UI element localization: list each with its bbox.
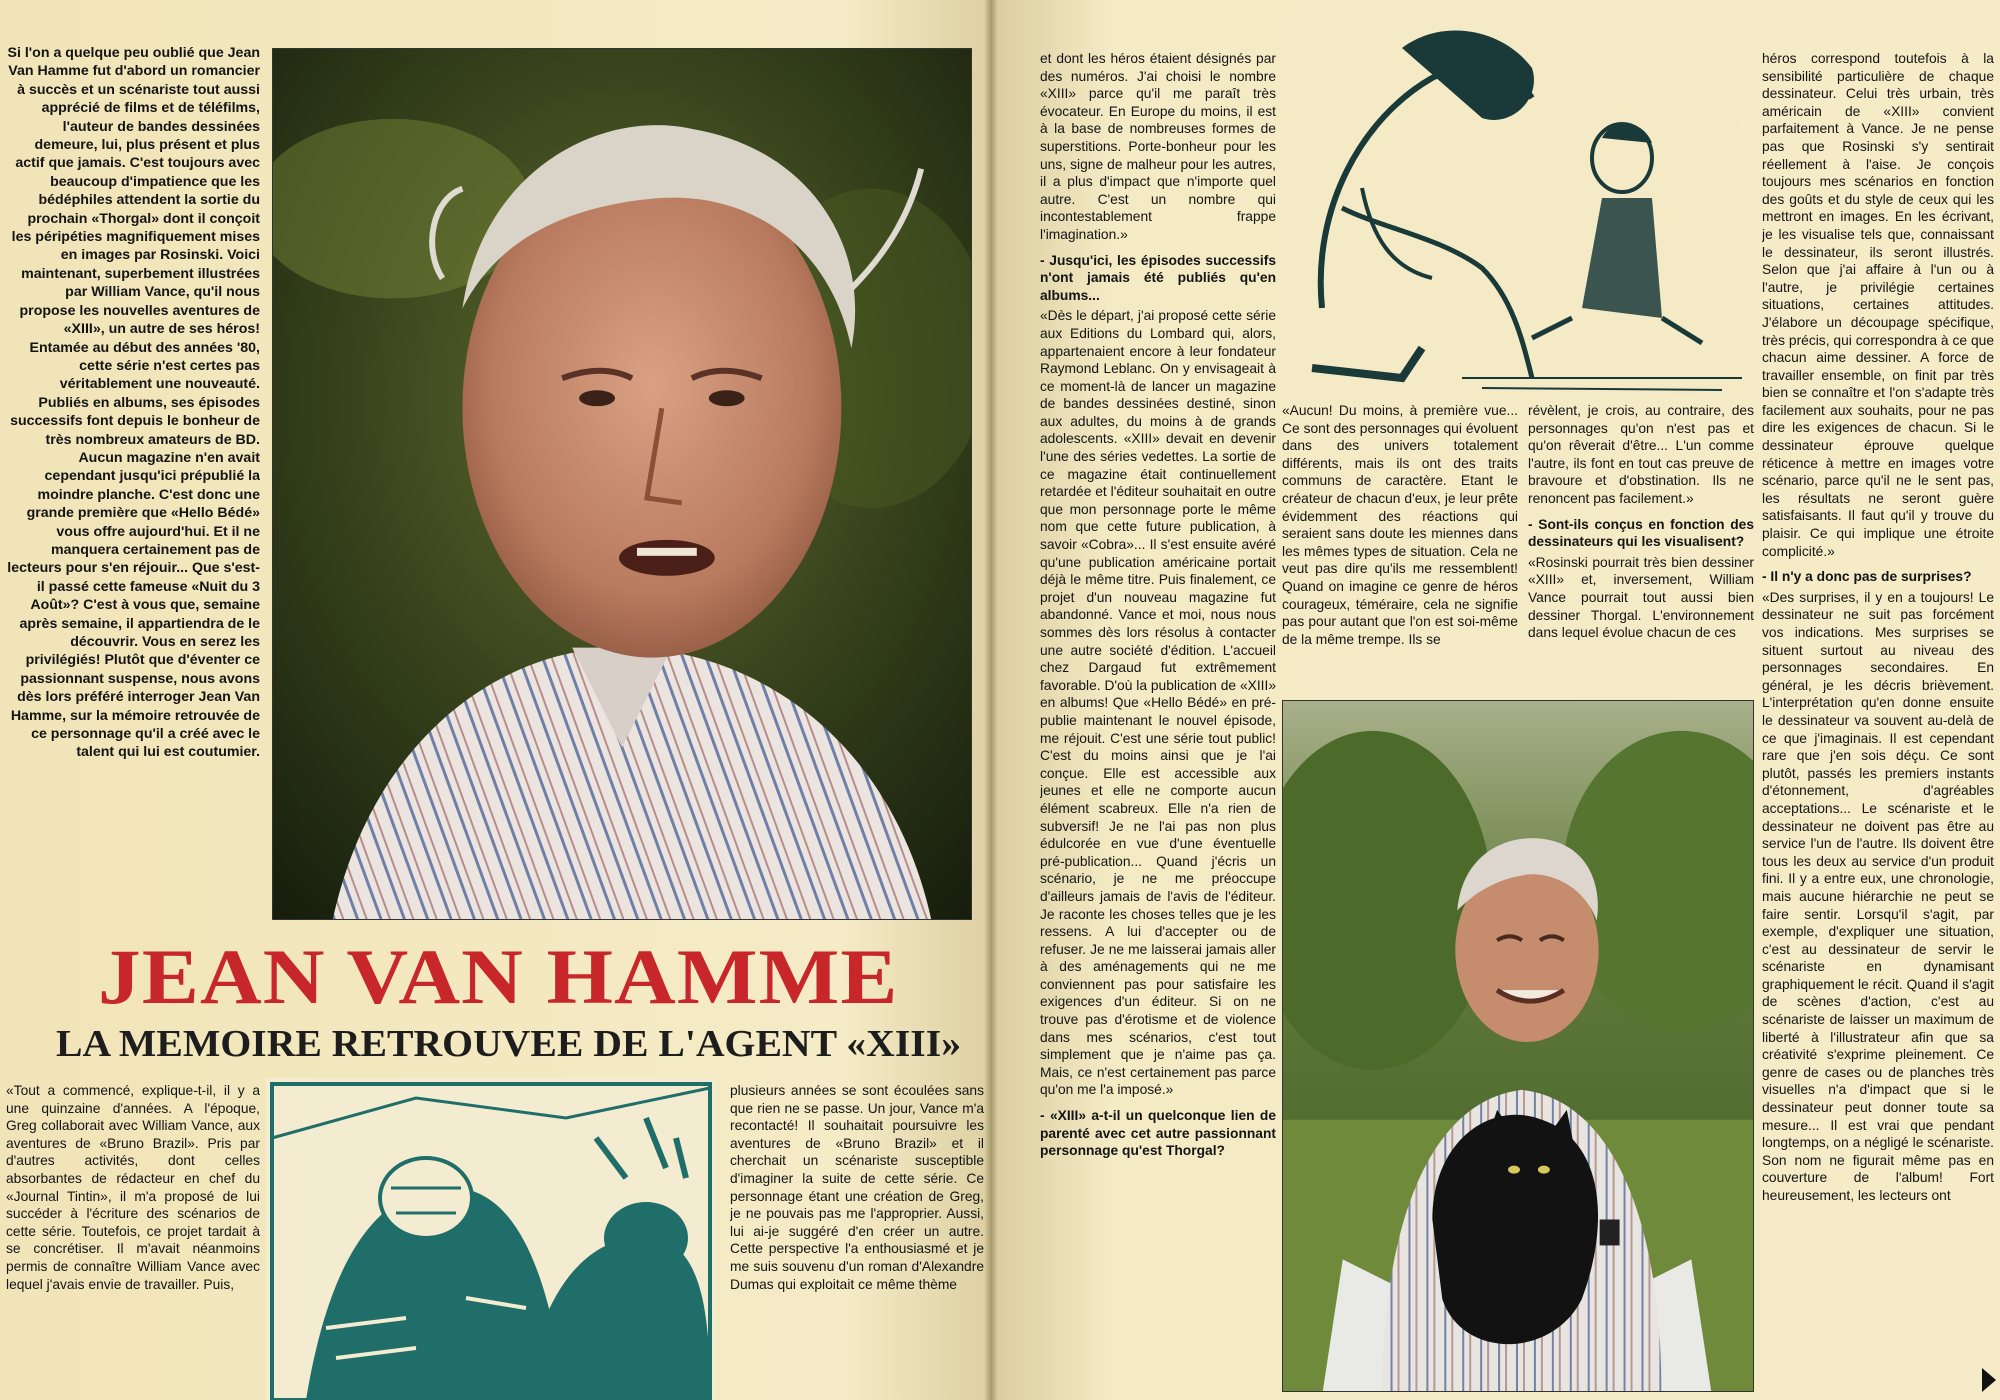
body-paragraph: plusieurs années se sont écoulées sans que rien ne se passe. Un jour, Vance m'a recontacté! Il souhaitait poursuivre les aventures de «Bruno Brazil» et il cherchait un scénariste susceptible d'imaginer la suite de cette série. Ce personnage étant une création de Greg, je ne pouvais pas me l'approprier. Aussi, lui ai-je suggéré d'en créer un autre. Cette perspective l'a enthousiasmé et je me suis souvenu d'un roman d'Alexandre Dumas qui exploitait ce même thème <box>730 1083 984 1292</box>
article-subtitle: LA MEMOIRE RETROUVEE DE L'AGENT «XIII» <box>56 1023 962 1065</box>
interview-question: - Il n'y a donc pas de surprises? <box>1762 569 1972 585</box>
body-paragraph: «Tout a commencé, explique-t-il, il y a une quinzaine d'années. A l'époque, Greg collaborait avec William Vance, aux aventures de «Bruno Brazil». Pris par d'autres activités, dont celles absorbantes de rédacteur en chef du «Journal Tintin», il m'a proposé de lui succéder à l'écriture des scénarios de cette série. Toutefois, ce projet tardait à se concrétiser. Il m'avait néanmoins permis de connaître William Vance avec lequel j'avais envie de travailler. Puis, <box>6 1083 260 1292</box>
right-column-1 <box>1040 50 1276 1390</box>
interview-question: - Sont-ils conçus en fonction des dessinateurs qui les visualisent? <box>1528 516 1754 550</box>
body-paragraph: «Aucun! Du moins, à première vue... Ce sont des personnages qui évoluent dans des univers totalement différents, mais ils ont des traits communs de caractère. Etant le créateur de chacun d'eux, je leur prête évidemment des réactions qui seraient sans doute les miennes dans les mêmes types de situation. Cela ne veut pas dire qu'ils me ressemblent! Quand on imagine ce genre de héros courageux, téméraire, cela ne signifie pas pour autant que l'on est soi-même de la même trempe. Ils se <box>1282 403 1518 647</box>
portrait-photo <box>272 48 972 920</box>
portrait-photo-image <box>273 49 971 919</box>
body-paragraph: révèlent, je crois, au contraire, des personnages qu'on n'est pas et qu'on rêverait d'être... L'un comme l'autre, ils font en tout cas preuve de bravoure et d'obstination. Ils ne renoncent pas facilement.» <box>1528 403 1754 506</box>
interview-question: - «XIII» a-t-il un quelconque lien de parenté avec cet autre passionnant personnage qu'est Thorgal? <box>1040 1108 1276 1159</box>
intro-column <box>6 44 260 926</box>
right-column-2 <box>1282 402 1518 694</box>
body-paragraph: «Dès le départ, j'ai proposé cette série aux Editions du Lombard qui, alors, appartenaient encore à leur fondateur Raymond Leblanc. On y envisageait à ce moment-là de lancer un magazine de bandes dessinées destiné, sinon aux adultes, du moins à de grands adolescents. «XIII» devait en devenir l'une des séries vedettes. La sortie de ce magazine était continuellement retardée et l'éditeur souhaitait en outre que mon personnage porte le même nom que cette future publication, à savoir «Cobra»... Il s'est ensuite avéré qu'une publication américaine portait déjà le même titre. Puis finalement, ce projet d'un nouveau magazine fut abandonné. Vance et moi, nous nous sommes dès lors résolus à contacter une autre société d'édition. L'accueil chez Dargaud fut extrêmement favorable. D'où la publication de «XIII» en albums! Que «Hello Bédé» en pré-publie maintenant le nouvel épisode, me réjouit. C'est une série tout public! C'est du moins ainsi que je l'ai conçue. Elle est accessible aux jeunes et elle ne comporte aucun élément scabreux. Elle n'a rien de subversif! Je ne l'ai pas non plus édulcorée en vue d'une éventuelle pré-publication... Quand j'écris un scénario, je ne me préoccupe d'ailleurs jamais de l'avis de l'éditeur. Je raconte les choses telles que je les ressens. A lui d'accepter ou de refuser. Je ne me laisserai jamais aller à des aménagements qui ne me conviennent pas pour satisfaire les exigences d'un éditeur. Si on ne trouve pas d'érotisme et de violence dans mes scénarios, c'est tout simplement que je n'aime pas ça. Mais, ce n'est certainement pas parce qu'on me l'a imposé.» <box>1040 308 1276 1098</box>
photo-with-cat-image <box>1283 701 1753 1391</box>
article-title: JEAN VAN HAMME <box>98 933 899 1020</box>
body-paragraph: et dont les héros étaient désignés par des numéros. J'ai choisi le nombre «XIII» parce qu'il me paraît très évocateur. En Europe du moins, il est à la base de nombreuses formes de superstitions. Porte-bonheur pour les uns, signe de malheur pour les autres, il a plus d'impact que n'importe quel autre. C'est un nombre qui incontestablement frappe l'imagination.» <box>1040 51 1276 242</box>
comic-sketch-illustration <box>1282 8 1742 396</box>
page-gutter <box>984 0 998 1400</box>
intro-text: Si l'on a quelque peu oublié que Jean Van Hamme fut d'abord un romancier à succès et un scénariste tout aussi apprécié de films et de téléfilms, l'auteur de bandes dessinées demeure, lui, plus présent et plus actif que jamais. C'est toujours avec beaucoup d'impatience que les bédéphiles attendent la sortie du prochain «Thorgal» dont il conçoit les péripéties magnifiquement mises en images par Rosinski. Voici maintenant, superbement illustrées par William Vance, qu'il nous propose les nouvelles aventures de «XIII», un autre de ses héros! Entamée au début des années '80, cette série n'est certes pas véritablement une nouveauté. Publiés en albums, ses épisodes successifs font depuis le bonheur de très nombreux amateurs de BD. Aucun magazine n'en avait cependant jusqu'ici prépublié la moindre planche. C'est donc une grande première que «Hello Bédé» vous offre aujourd'hui. Et il ne manquera certainement pas de lecteurs pour s'en réjouir... Que s'est-il passé cette fameuse «Nuit du 3 Août»? C'est à vous que, semaine après semaine, il appartiendra de le découvrir. Vous en serez les privilégiés! Plutôt que d'éventer ce passionnant suspense, nous avons dès lors préféré interroger Jean Van Hamme, sur la mémoire retrouvée de ce personnage qu'il a créé avec le talent qui lui est coutumier. <box>7 45 260 761</box>
comic-panel-image <box>266 1078 716 1400</box>
continue-arrow-icon <box>1982 1368 1996 1392</box>
body-paragraph: «Des surprises, il y en a toujours! Le dessinateur ne suit pas forcément vos indications. Mes surprises se situent surtout au niveau des personnages secondaires. En général, je les décris brièvement. L'interprétation qu'en donne ensuite le dessinateur va souvent au-delà de ce que j'imaginais. Il est cependant rare que j'en sois déçu. Ce sont plutôt, passés les premiers instants d'étonnement, d'agréables acceptations... Le scénariste et le dessinateur ne doivent pas être au service l'un de l'autre. Ils doivent être tous les deux au service d'un produit fini. Il y a entre eux, une chronologie, mais aucune hiérarchie ne peut se faire sentir. Lorsqu'il s'agit, par exemple, d'expliquer une situation, c'est au dessinateur de servir le scénariste en dynamisant graphiquement le récit. Quand il s'agit de scènes d'action, c'est au scénariste de laisser un maximum de liberté à l'illustrateur afin que sa créativité s'exprime pleinement. Ce genre de cases ou de planches très visuelles n'a d'impact que si le dessinateur peut donner toute sa mesure... Il est vrai que pendant longtemps, on a négligé le scénariste. Son nom ne figurait même pas en couverture de l'album! Fort heureusement, les lecteurs ont <box>1762 589 1994 1203</box>
photo-with-black-cat <box>1282 700 1754 1392</box>
left-body-column-2 <box>730 1082 984 1398</box>
left-body-column-1 <box>6 1082 260 1398</box>
comic-panel-illustration <box>266 1078 716 1400</box>
body-paragraph: «Rosinski pourrait très bien dessiner «XIII» et, inversement, William Vance pourrait tout aussi bien dessiner Thorgal. L'environnement dans lequel évolue chacun de ces <box>1528 554 1754 641</box>
right-column-4 <box>1762 50 1994 1390</box>
right-column-3 <box>1528 402 1754 694</box>
comic-sketch-image <box>1282 8 1742 396</box>
interview-question: - Jusqu'ici, les épisodes successifs n'ont jamais été publiés qu'en albums... <box>1040 252 1276 303</box>
body-paragraph: héros correspond toutefois à la sensibilité particulière de chaque dessinateur. Celui très urbain, très américain de «XIII» convient parfaitement à Vance. Je ne pense pas que Rosinski s'y sentirait réellement à l'aise. Je conçois toujours mes scénarios en fonction des goûts et du style de ceux qui les mettront en images. En les écrivant, je les visualise tels que, connaissant le dessinateur, ils seront illustrés. Selon que j'ai affaire à l'un ou à l'autre, je privilégie certaines situations, certaines attitudes. J'élabore un découpage spécifique, très précis, qui correspondra à ce que chacun aime dessiner. A force de travailler ensemble, on finit par très bien se connaître et l'on s'adapte très facilement aux souhaits, pour ne pas dire les exigences de chacun. Si le dessinateur éprouve quelque réticence à mettre en images votre scénario, parce qu'il ne le sent pas, les résultats ne seront guère satisfaisants. Il faut qu'il y trouve du plaisir. Ce qui implique une étroite complicité.» <box>1762 51 1994 559</box>
